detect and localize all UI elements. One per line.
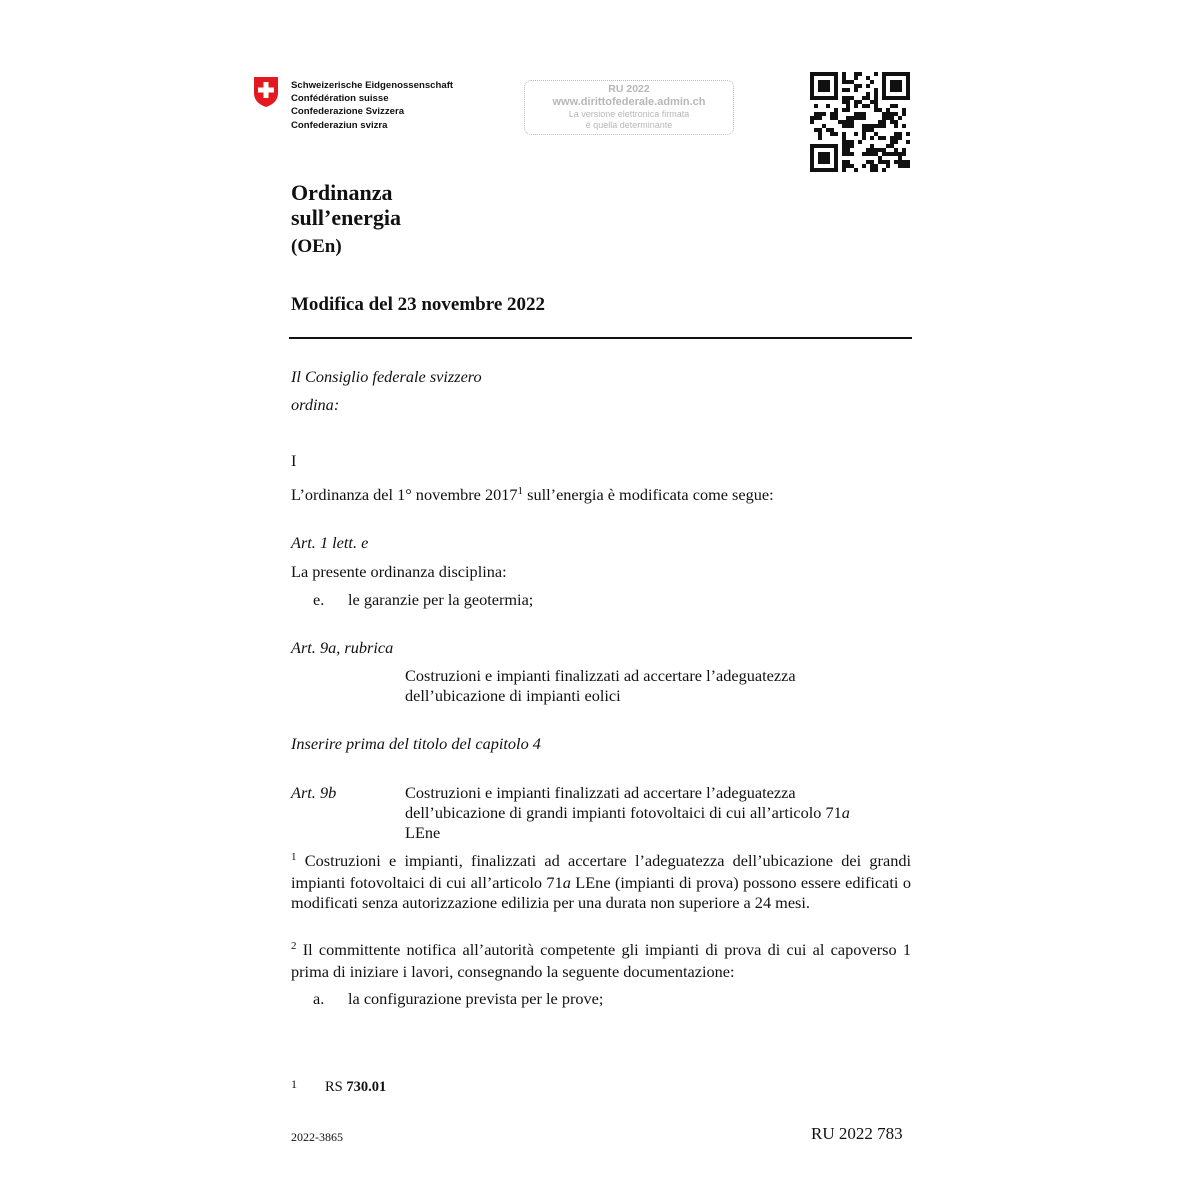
paragraph-1-number: 1 <box>291 851 297 863</box>
confederation-names <box>291 79 453 132</box>
art9a-rubric-line-1: Costruzioni e impianti finalizzati ad accertare l’adeguatezza <box>405 666 796 685</box>
art9b-item-letter: a. <box>313 989 325 1008</box>
confederation-name-it: Confederazione Svizzera <box>291 106 405 118</box>
document-title <box>291 180 401 230</box>
document-code: 2022-3865 <box>291 1130 343 1144</box>
stamp-line-4: è quella determinante <box>585 120 673 130</box>
art1-item-text: le garanzie per la geotermia; <box>348 590 534 609</box>
art9b-title-line-2 <box>405 803 850 823</box>
art9b-paragraph-1 <box>291 851 911 913</box>
amendment-intro-text-end: sull’energia è modificata come segue: <box>523 485 774 504</box>
preamble-ordains: ordina: <box>291 395 340 414</box>
art1-text: La presente ordinanza disciplina: <box>291 562 507 581</box>
paragraph-2-number: 2 <box>291 940 297 952</box>
insert-instruction: Inserire prima del titolo del capitolo 4 <box>291 734 541 753</box>
stamp-url: www.dirittofederale.admin.ch <box>552 96 706 108</box>
official-compilation-reference: RU 2022 783 <box>811 1124 903 1143</box>
art9b-title-line-3: LEne <box>405 823 441 842</box>
title-divider <box>289 337 912 339</box>
art9a-heading: Art. 9a, rubrica <box>291 638 394 657</box>
confederation-name-de: Schweizerische Eidgenossenschaft <box>291 80 454 91</box>
amendment-intro-text: L’ordinanza del 1° novembre 2017 <box>291 485 518 504</box>
art9b-paragraph-2 <box>291 940 911 982</box>
art1-heading: Art. 1 lett. e <box>291 533 369 552</box>
swiss-cross-shield-icon <box>253 76 279 108</box>
paragraph-1-text-end: LEne (impianti di prova) possono essere edificati o modificati senza autorizzazione edilizia per una durata non superiore a 24 mesi. <box>291 873 911 912</box>
art9b-title-line-2-text: dell’ubicazione di grandi impianti fotovoltaici di cui all’articolo 71 <box>405 803 842 822</box>
stamp-line-1: RU 2022 <box>608 83 650 95</box>
paragraph-2-text: Il committente notifica all’autorità competente gli impianti di prova di cui al capoverso 1 prima di iniziare i lavori, consegnando la seguente documentazione: <box>291 940 911 981</box>
paragraph-1-text: Costruzioni e impianti, finalizzati ad accertare l’adeguatezza dell’ubicazione dei grandi impianti fotovoltaici di cui all’articolo 71 <box>291 851 911 892</box>
confederation-name-rm: Confederaziun svizra <box>291 119 388 131</box>
title-line-2: sull’energia <box>291 205 401 230</box>
art9b-item-text: la configurazione prevista per le prove; <box>348 989 604 1008</box>
footnote-number: 1 <box>291 1077 297 1091</box>
electronic-version-stamp <box>524 80 734 135</box>
confederation-name-fr: Confédération suisse <box>291 93 389 105</box>
footnote-reference-1[interactable]: 1 <box>517 485 524 497</box>
art9b-title-line-1: Costruzioni e impianti finalizzati ad accertare l’adeguatezza <box>405 783 796 802</box>
qr-code-icon <box>810 72 910 172</box>
paragraph-1-letter: a <box>562 873 571 892</box>
preamble-authority: Il Consiglio federale svizzero <box>291 367 482 386</box>
art1-item-letter: e. <box>313 590 325 609</box>
footnote-prefix: RS <box>325 1079 347 1095</box>
title-abbreviation: (OEn) <box>291 236 342 257</box>
art9b-label: Art. 9b <box>291 783 337 802</box>
title-line-1: Ordinanza <box>291 180 393 205</box>
modification-date: Modifica del 23 novembre 2022 <box>291 294 546 315</box>
footnote-reference[interactable]: 730.01 <box>346 1079 387 1095</box>
art9a-rubric-line-2: dell’ubicazione di impianti eolici <box>405 686 621 705</box>
art9b-title-line-2-letter: a <box>841 803 850 822</box>
stamp-line-3: La versione elettronica firmata <box>568 109 690 119</box>
footnote-text <box>325 1079 386 1096</box>
amendment-intro <box>291 485 774 507</box>
section-number: I <box>291 451 297 470</box>
